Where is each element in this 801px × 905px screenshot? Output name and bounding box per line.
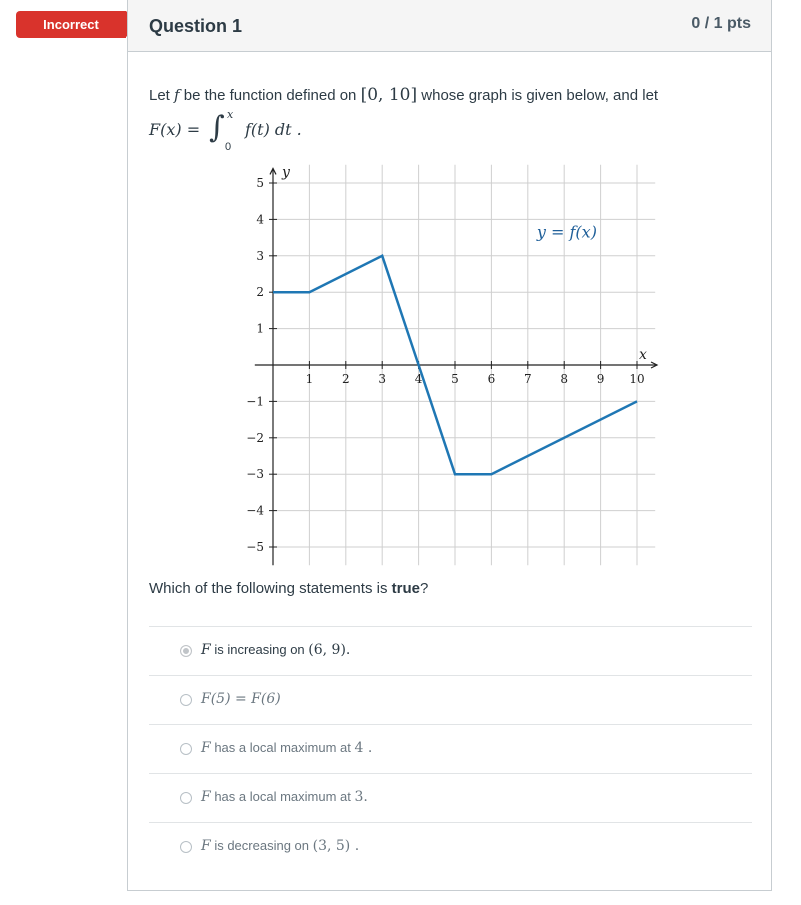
y-tick-label: −5	[246, 540, 264, 554]
intro-interval: [0, 10]	[360, 85, 418, 105]
y-tick-label: −3	[246, 467, 264, 482]
radio-button[interactable]	[180, 841, 192, 853]
answer-var: F	[201, 789, 211, 805]
intro-f: f	[174, 86, 180, 104]
def-upper: x	[227, 108, 234, 121]
radio-button[interactable]	[180, 743, 192, 755]
question-prompt	[149, 580, 428, 597]
def-lower: 0	[225, 141, 232, 153]
answer-text: has a local maximum at	[210, 740, 355, 755]
x-tick-label: 10	[629, 372, 645, 386]
status-badge	[16, 11, 126, 38]
y-tick-label: 5	[256, 176, 264, 190]
prompt-bold: true	[391, 580, 420, 597]
answer-var: F(5) = F(6)	[201, 691, 281, 707]
question-intro	[149, 85, 658, 105]
y-tick-label: 3	[256, 248, 264, 263]
def-integrand: f(t) dt .	[245, 120, 302, 139]
prompt-text-c: ?	[419, 580, 429, 597]
integral-sign: ∫	[209, 110, 225, 145]
x-tick-label: 8	[560, 372, 569, 386]
prompt-text-a: Which of the following statements is	[149, 580, 392, 597]
answer-option[interactable]	[149, 626, 752, 676]
intro-text-b: be the function defined on	[179, 87, 361, 104]
y-tick-label: 2	[256, 285, 264, 300]
x-tick-label: 5	[451, 372, 459, 386]
answer-var: F	[201, 838, 211, 854]
x-tick-label: 4	[414, 372, 423, 386]
intro-text-c: whose graph is given below, and let	[417, 87, 659, 104]
def-lhs: F(x) =	[149, 120, 201, 139]
answer-option[interactable]	[149, 724, 752, 774]
answer-text: is decreasing on	[210, 838, 313, 853]
y-tick-label: 4	[256, 212, 264, 227]
x-tick-label: 9	[596, 372, 605, 386]
y-tick-label: −4	[246, 503, 264, 518]
answer-label	[201, 789, 368, 805]
y-tick-label: 1	[256, 321, 264, 336]
status-badge-label: Incorrect	[43, 17, 99, 32]
x-tick-label: 1	[305, 372, 314, 386]
radio-selected[interactable]	[180, 645, 192, 657]
y-axis-label: y	[282, 164, 290, 181]
answer-math: (6, 9).	[308, 642, 351, 658]
function-annotation: y = f(x)	[536, 222, 597, 242]
answer-option[interactable]	[149, 675, 752, 725]
answer-label	[201, 740, 372, 756]
answer-var: F	[201, 642, 211, 658]
intro-text-a: Let	[149, 87, 175, 104]
function-graph	[234, 160, 664, 570]
answer-text: has a local maximum at	[210, 789, 355, 804]
radio-button[interactable]	[180, 792, 192, 804]
answer-math: (3, 5) .	[312, 838, 360, 854]
answer-text: is increasing on	[210, 642, 309, 657]
y-tick-label: −1	[246, 394, 264, 409]
y-tick-label: −2	[246, 430, 264, 445]
question-title: Question 1	[149, 16, 243, 36]
x-tick-label: 6	[487, 372, 496, 386]
answer-math: 4 .	[354, 740, 373, 756]
answer-math: 3.	[354, 789, 368, 805]
answer-label	[201, 838, 359, 854]
radio-button[interactable]	[180, 694, 192, 706]
answer-label	[201, 691, 281, 707]
x-tick-label: 2	[341, 372, 350, 386]
x-axis-label: x	[639, 347, 647, 363]
x-tick-label: 3	[378, 372, 387, 386]
answer-option[interactable]	[149, 773, 752, 823]
answer-label	[201, 642, 350, 658]
x-tick-label: 7	[523, 372, 532, 386]
answer-var: F	[201, 740, 211, 756]
question-points: 0 / 1 pts	[691, 15, 751, 32]
answer-option[interactable]	[149, 822, 752, 872]
